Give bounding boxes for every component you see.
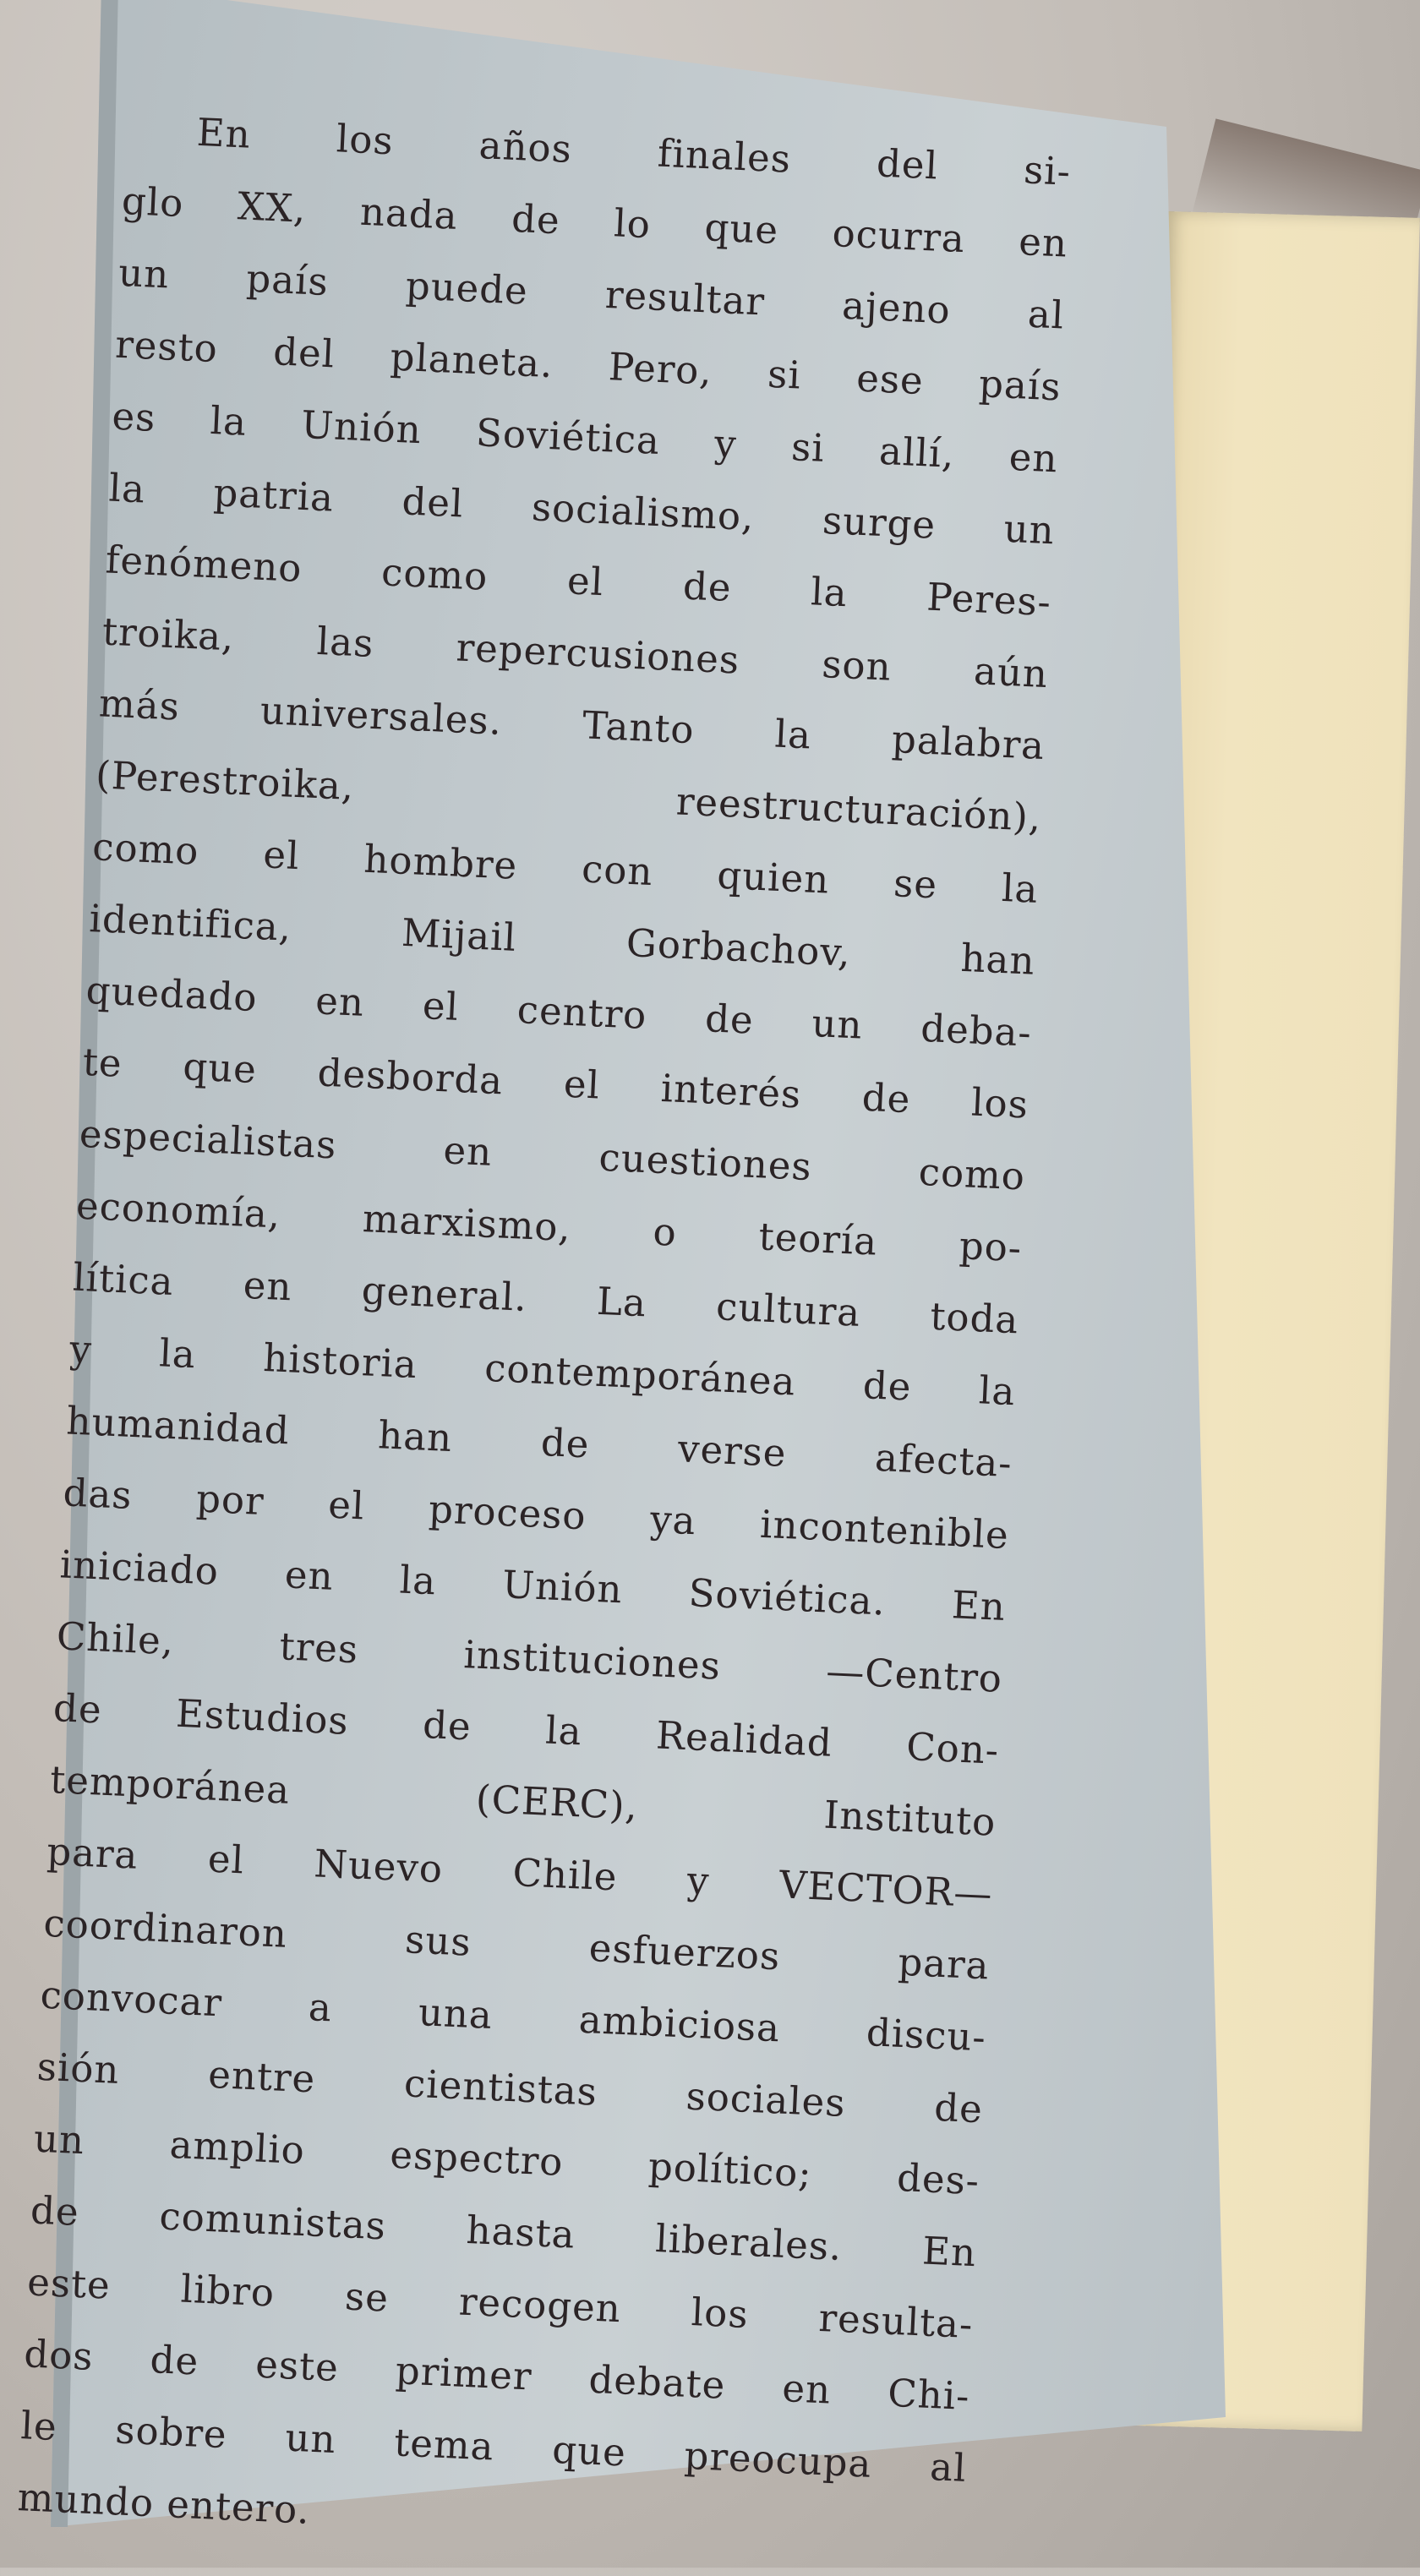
blurb-line: das por el proceso ya incontenible [62,1470,1010,1558]
flap-blurb-text [16,93,1073,2576]
blurb-line: resto del planeta. Pero, si ese país [114,321,1062,410]
blurb-line: te que desborda el interés de los [81,1039,1030,1127]
blurb-line: y la historia contemporánea de la [68,1326,1017,1415]
blurb-line: lítica en general. La cultura toda [72,1254,1020,1343]
blurb-line: especialistas en cuestiones como [78,1111,1027,1199]
blurb-line: En los años finales del si- [195,109,1073,194]
blurb-line: dos de este primer debate en Chi- [23,2331,971,2420]
blurb-line: (Perestroika, reestructuración), [95,752,1043,840]
blurb-line: la patria del socialismo, surge un [107,465,1056,554]
blurb-line: humanidad han de verse afecta- [65,1398,1013,1487]
blurb-line: quedado en el centro de un deba- [85,967,1033,1056]
blurb-line: un país puede resultar ajeno al [117,249,1066,338]
blurb-line: iniciado en la Unión Soviética. En [58,1542,1008,1629]
blurb-line: es la Unión Soviética y si allí, en [111,393,1059,482]
blurb-line: temporánea (CERC), Instituto [49,1756,997,1845]
blurb-line: le sobre un tema que preocupa al [19,2403,968,2491]
blurb-line: troika, las repercusiones son aún [101,609,1050,697]
blurb-line: convocar a una ambiciosa discu- [39,1972,987,2060]
blurb-line: para el Nuevo Chile y VECTOR— [46,1828,994,1917]
blurb-line: identifica, Mijail Gorbachov, han [88,896,1036,984]
blurb-line: de comunistas hasta liberales. En [30,2187,978,2276]
blurb-line: fenómeno como el de la Peres- [104,537,1052,625]
blurb-line: de Estudios de la Realidad Con- [52,1685,1001,1773]
blurb-line: coordinaron sus esfuerzos para [42,1900,991,1989]
blurb-line: este libro se recogen los resulta- [26,2259,975,2348]
blurb-line: más universales. Tanto la palabra [98,680,1046,769]
blurb-line: un amplio espectro político; des- [32,2115,981,2204]
blurb-line: economía, marxismo, o teoría po- [75,1182,1024,1271]
blurb-line: sión entre cientistas sociales de [36,2044,985,2132]
blurb-line: Chile, tres instituciones —Centro [55,1613,1004,1701]
blurb-line: mundo entero. [16,2475,311,2533]
blurb-line: glo XX, nada de lo que ocurra en [121,177,1069,266]
blurb-line: como el hombre con quien se la [91,824,1040,912]
